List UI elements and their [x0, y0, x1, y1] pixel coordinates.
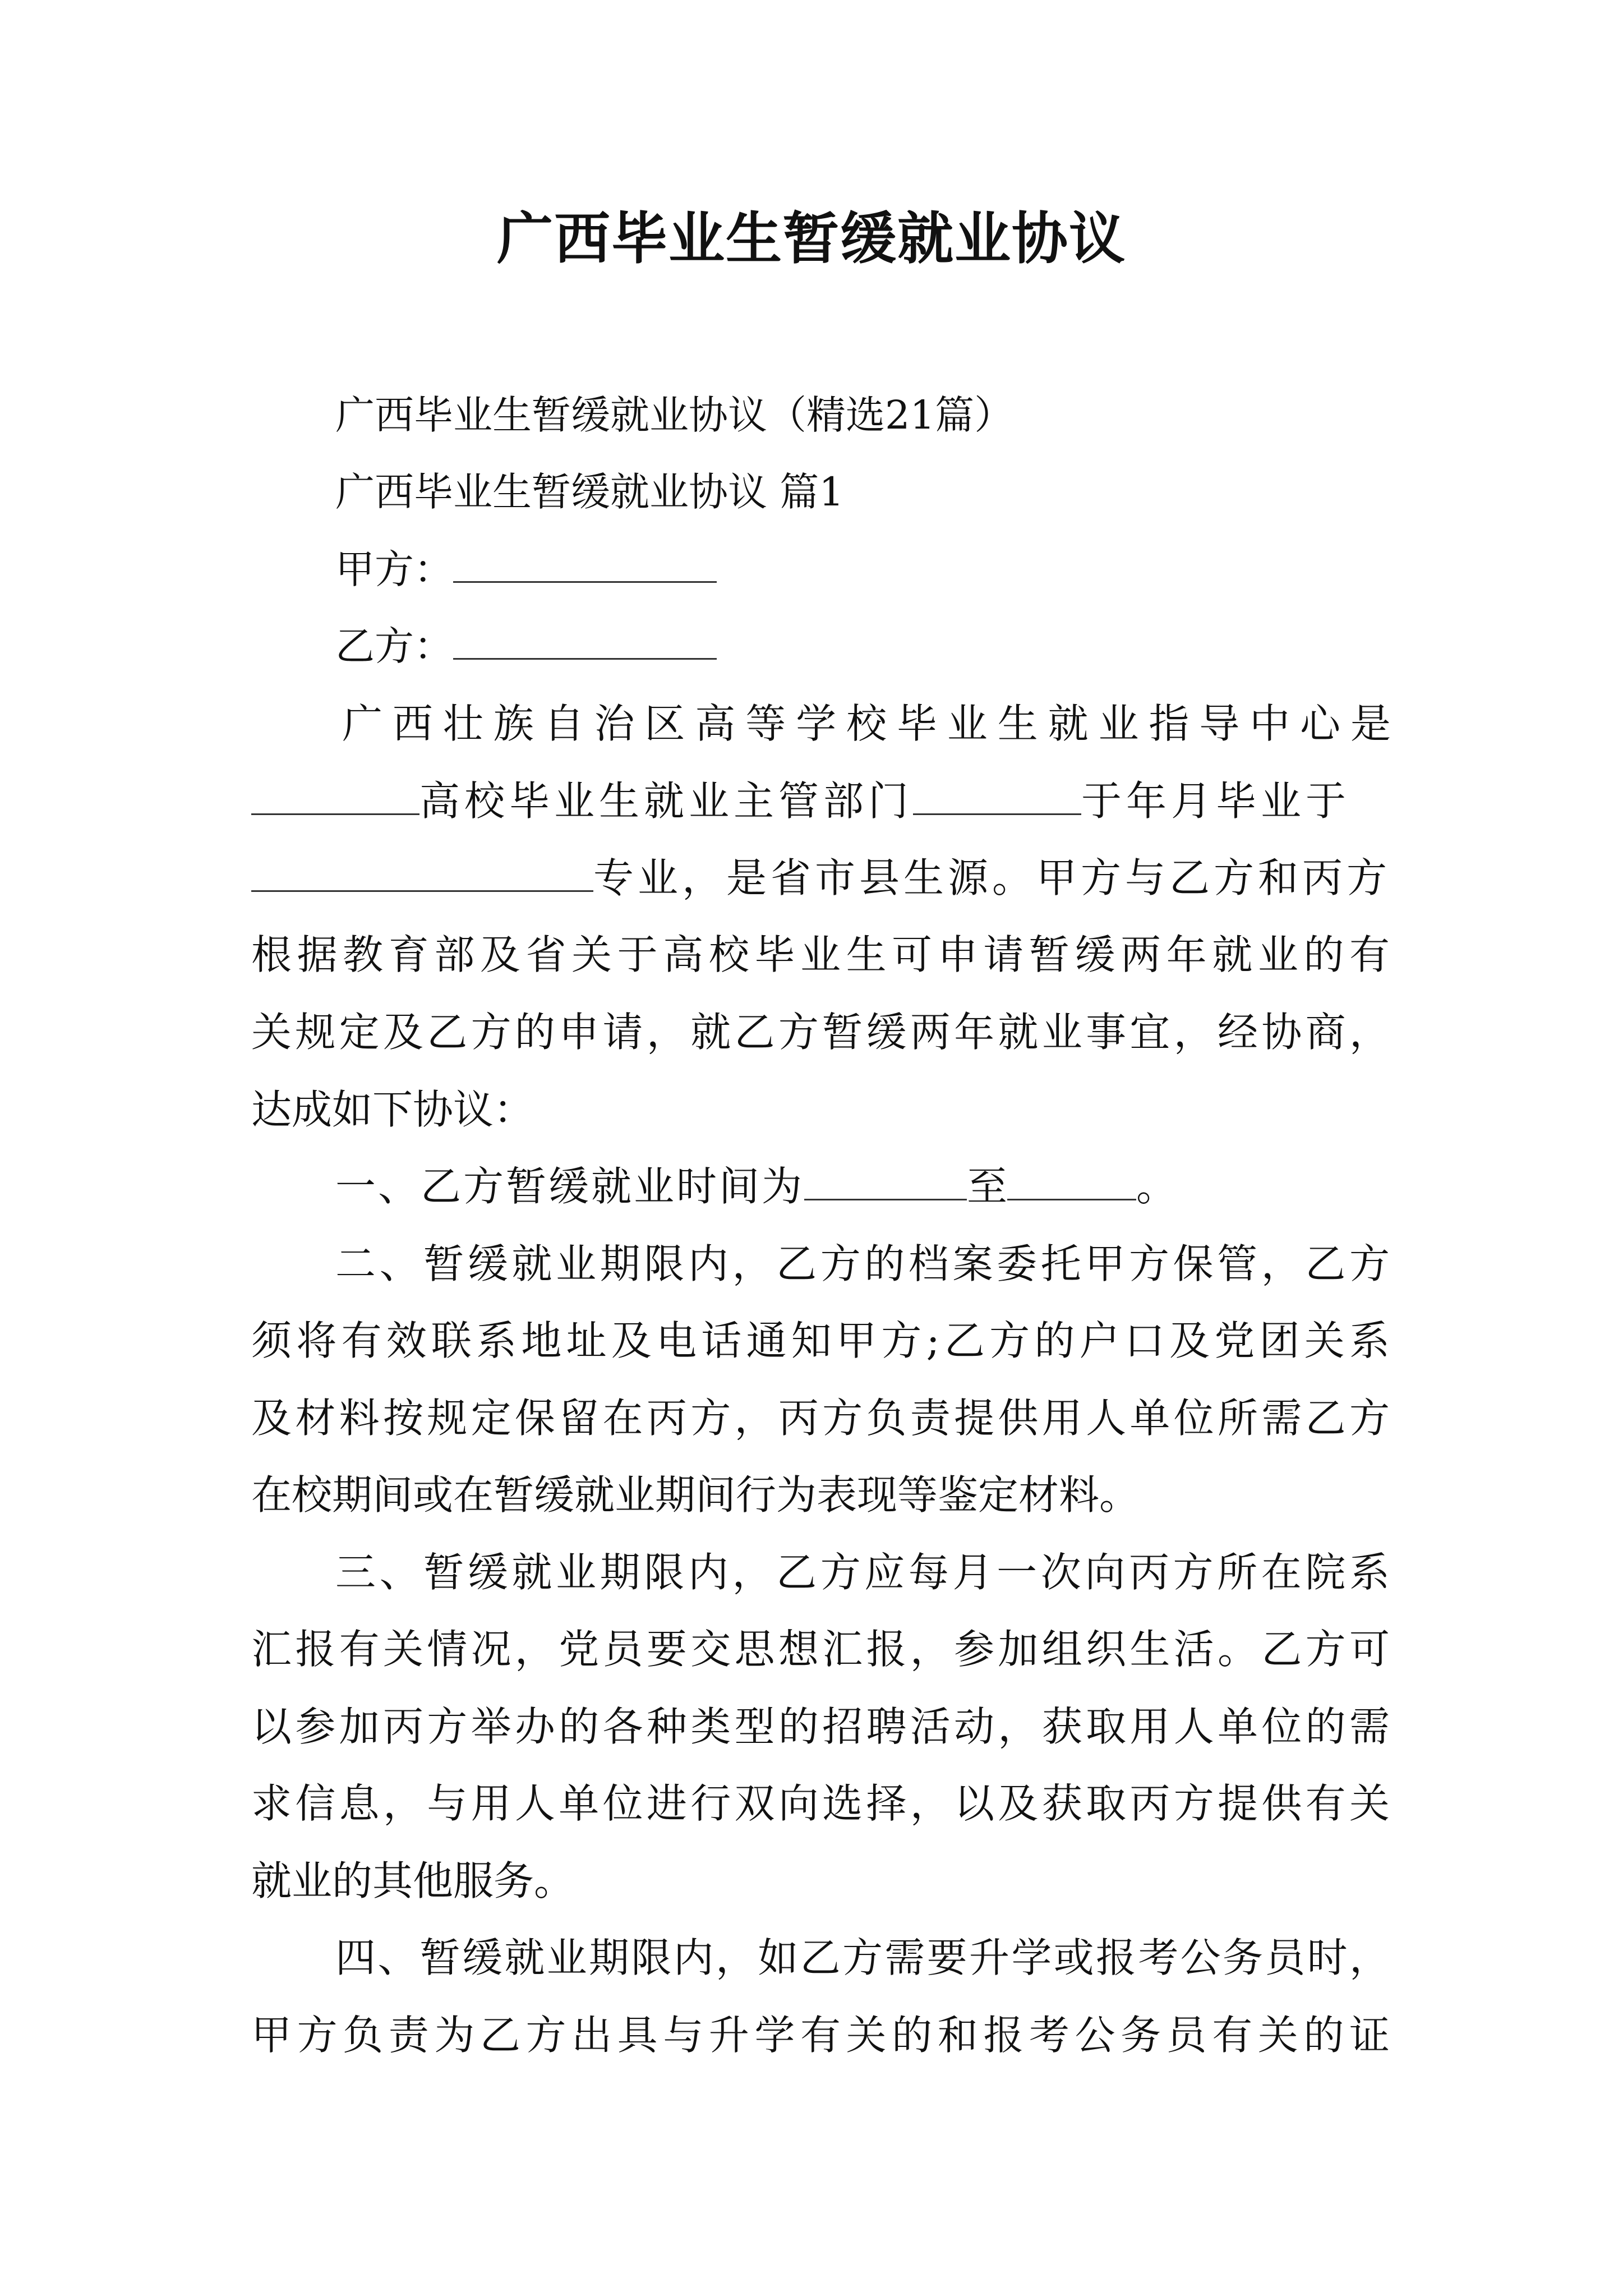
party-a-line [335, 541, 717, 597]
collection-subtitle: 广西毕业生暂缓就业协议（精选21篇） [335, 392, 1014, 438]
student-blank [913, 774, 1081, 815]
section-subtitle: 广西毕业生暂缓就业协议 篇1 [335, 469, 844, 515]
clause-2-line-1: 二、暂缓就业期限内，乙方的档案委托甲方保管，乙方 [335, 1240, 1390, 1287]
clause-4-line-2: 甲方负责为乙方出具与升学有关的和报考公务员有关的证 [251, 2012, 1390, 2059]
department-blank [251, 774, 419, 815]
intro-line-1: 广西壮族自治区高等学校毕业生就业指导中心是 [342, 700, 1391, 747]
clause-1-text-b: 至 [967, 1163, 1008, 1210]
clause-3-line-4: 求信息，与用人单位进行双向选择，以及获取丙方提供有关 [251, 1780, 1390, 1827]
clause-3-line-3: 以参加丙方举办的各种类型的招聘活动，获取用人单位的需 [251, 1703, 1390, 1750]
document-title: 广西毕业生暂缓就业协议 [497, 205, 1126, 272]
clause-1-text-c: 。 [1136, 1163, 1177, 1210]
start-date-blank [804, 1159, 967, 1200]
clause-1 [335, 1158, 1177, 1214]
party-a-label: 甲方： [335, 546, 453, 592]
party-b-label: 乙方： [335, 623, 453, 669]
intro-line-2-text-a: 高校毕业生就业主管部门 [419, 777, 914, 825]
clause-2-line-3: 及材料按规定保留在丙方，丙方负责提供用人单位所需乙方 [251, 1395, 1390, 1442]
party-a-blank [453, 542, 717, 583]
clause-2-line-4: 在校期间或在暂缓就业期间行为表现等鉴定材料。 [251, 1471, 1140, 1519]
clause-3-line-2: 汇报有关情况，党员要交思想汇报，参加组织生活。乙方可 [251, 1626, 1390, 1673]
intro-line-2-text-b: 于年月毕业于 [1081, 777, 1351, 825]
intro-line-6: 达成如下协议： [251, 1086, 534, 1133]
end-date-blank [1007, 1159, 1136, 1200]
intro-line-3 [251, 850, 1391, 906]
clause-3-line-1: 三、暂缓就业期限内，乙方应每月一次向丙方所在院系 [335, 1549, 1390, 1596]
clause-4-line-1: 四、暂缓就业期限内，如乙方需要升学或报考公务员时， [335, 1934, 1390, 1981]
intro-line-3-text: 专业，是省市县生源。甲方与乙方和丙方 [593, 854, 1391, 901]
clause-3-line-5: 就业的其他服务。 [251, 1857, 575, 1904]
clause-1-text-a: 一、乙方暂缓就业时间为 [335, 1163, 805, 1210]
intro-line-2 [251, 773, 1350, 829]
clause-2-line-2: 须将有效联系地址及电话通知甲方;乙方的户口及党团关系 [251, 1317, 1390, 1364]
party-b-blank [453, 619, 717, 660]
party-b-line [335, 618, 717, 674]
intro-line-5: 关规定及乙方的申请，就乙方暂缓两年就业事宜，经协商， [251, 1009, 1390, 1056]
intro-line-4: 根据教育部及省关于高校毕业生可申请暂缓两年就业的有 [251, 931, 1390, 978]
major-blank [251, 851, 593, 892]
